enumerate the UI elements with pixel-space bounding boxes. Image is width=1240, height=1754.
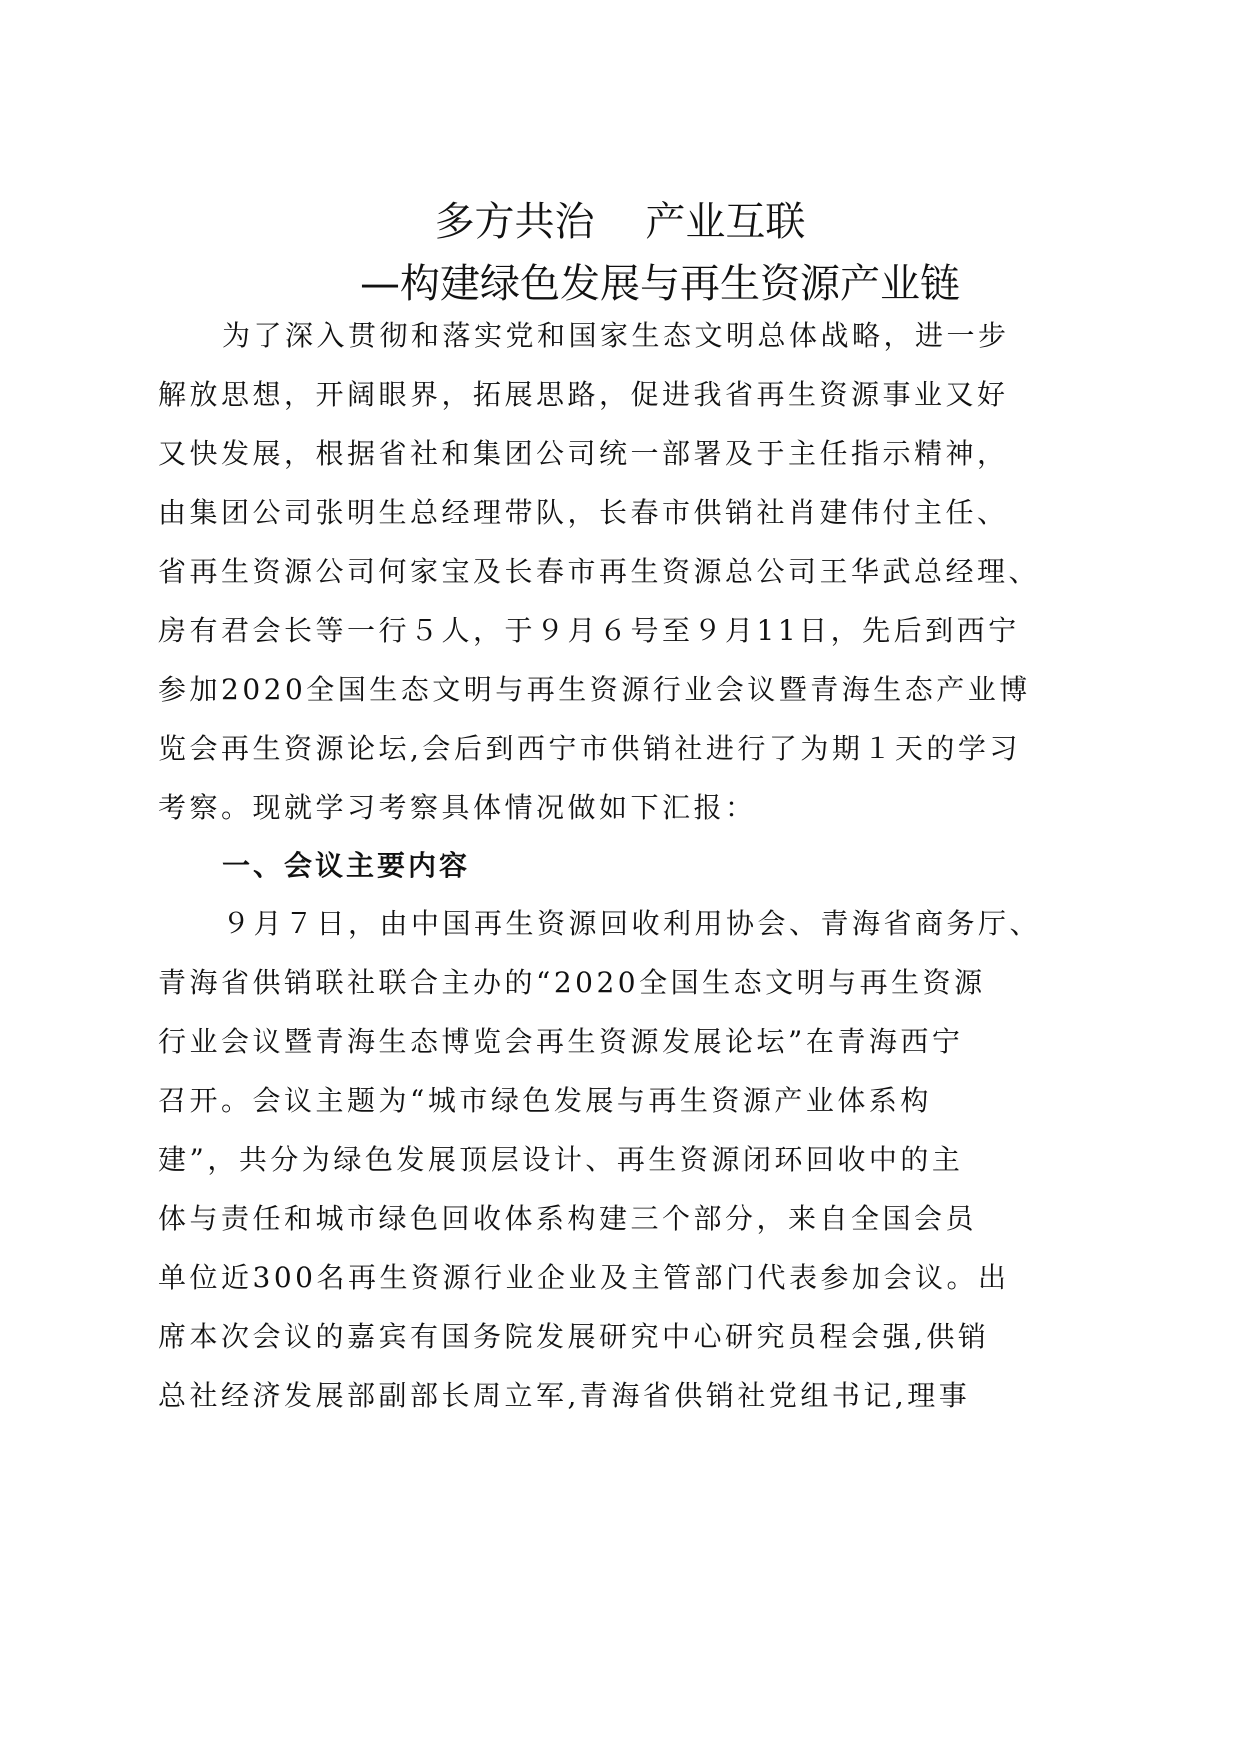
text-line: 省再生资源公司何家宝及长春市再生资源总公司王华武总经理、 bbox=[158, 555, 1041, 588]
text-line: 行业会议暨青海生态博览会再生资源发展论坛”在青海西宁 bbox=[158, 1025, 964, 1058]
text-line: 青海省供销联社联合主办的“2020全国生态文明与再生资源 bbox=[158, 966, 986, 999]
section-heading: 一、会议主要内容 bbox=[222, 849, 471, 882]
text-line: 体与责任和城市绿色回收体系构建三个部分，来自全国会员 bbox=[158, 1202, 978, 1235]
text-line: ９月７日，由中国再生资源回收利用协会、青海省商务厅、 bbox=[222, 907, 1042, 940]
text-line: 又快发展，根据省社和集团公司统一部署及于主任指示精神， bbox=[158, 437, 1009, 470]
text-line: 考察。现就学习考察具体情况做如下汇报： bbox=[158, 791, 757, 824]
text-line: 由集团公司张明生总经理带队，长春市供销社肖建伟付主任、 bbox=[158, 496, 1009, 529]
text-line: 建”，共分为绿色发展顶层设计、再生资源闭环回收中的主 bbox=[158, 1143, 964, 1176]
text-line: 席本次会议的嘉宾有国务院发展研究中心研究员程会强,供销 bbox=[158, 1320, 990, 1353]
document-title-main: 多方共治 产业互联 bbox=[434, 199, 806, 245]
text-line: 解放思想，开阔眼界，拓展思路，促进我省再生资源事业又好 bbox=[158, 378, 1009, 411]
text-line: 单位近300名再生资源行业企业及主管部门代表参加会议。出 bbox=[158, 1261, 1010, 1294]
text-line: 为了深入贯彻和落实党和国家生态文明总体战略，进一步 bbox=[222, 319, 1010, 352]
text-line: 房有君会长等一行５人，于９月６号至９月11日，先后到西宁 bbox=[158, 614, 1020, 647]
text-line: 总社经济发展部副部长周立军,青海省供销社党组书记,理事 bbox=[158, 1379, 971, 1412]
document-title-subtitle: —构建绿色发展与再生资源产业链 bbox=[360, 261, 960, 307]
text-line: 召开。会议主题为“城市绿色发展与再生资源产业体系构 bbox=[158, 1084, 932, 1117]
text-line: 览会再生资源论坛,会后到西宁市供销社进行了为期１天的学习 bbox=[158, 732, 1021, 765]
text-line: 参加2020全国生态文明与再生资源行业会议暨青海生态产业博 bbox=[158, 673, 1031, 706]
